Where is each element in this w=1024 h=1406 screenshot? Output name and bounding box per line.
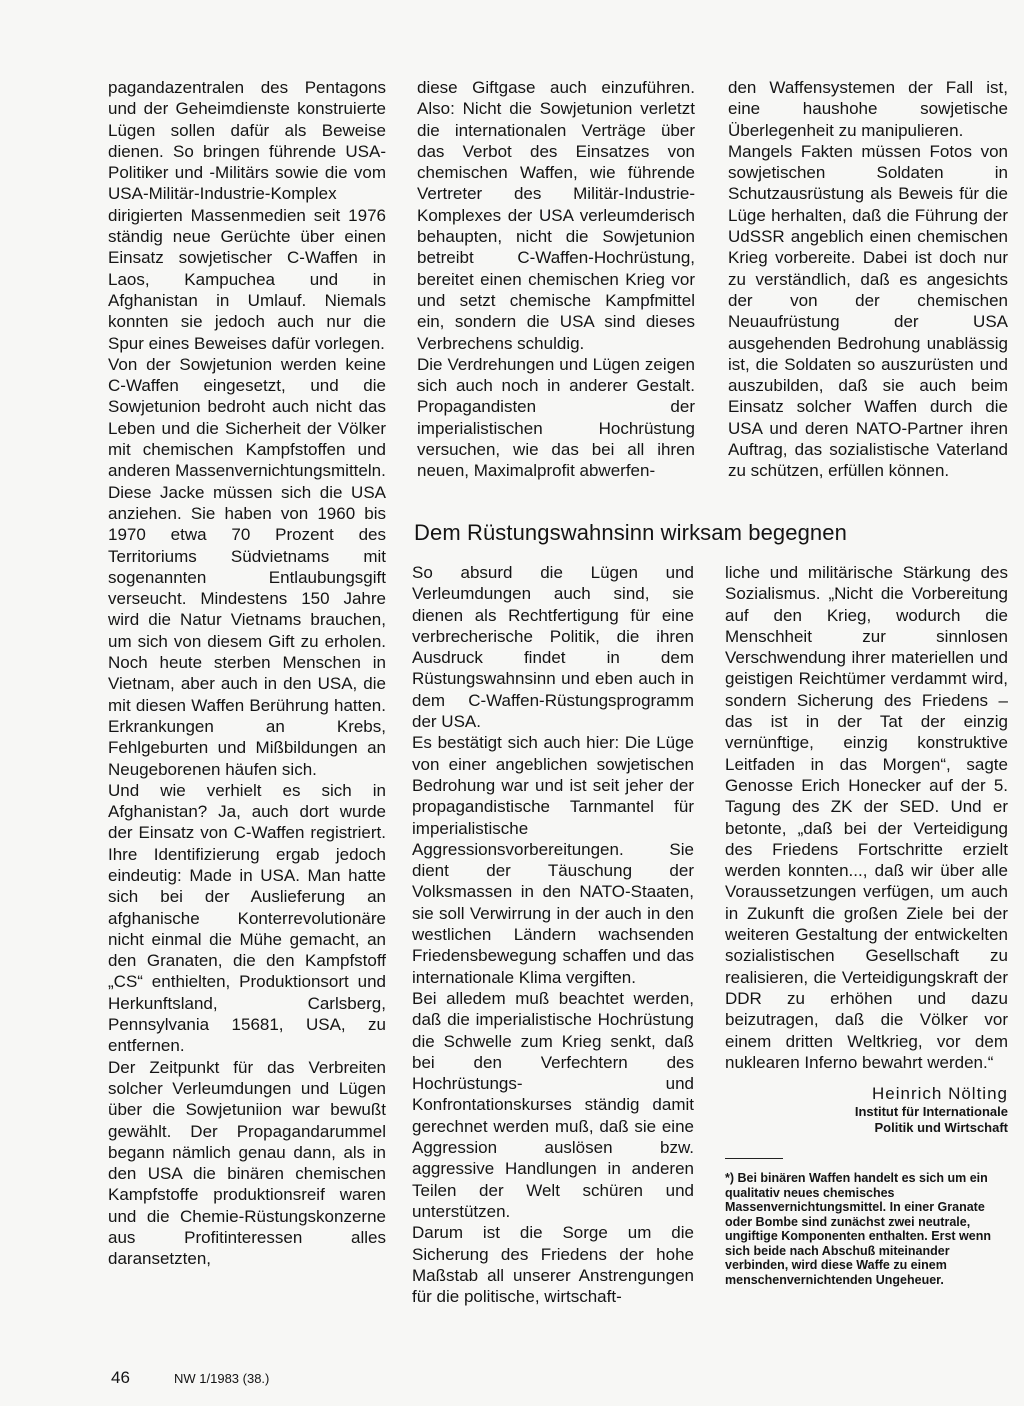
paragraph: Und wie verhielt es sich in Afghanistan? Ja, auch dort wurde der Einsatz von C-Waffen registriert. Ihre Identifizierung ergab jedoch eindeutig: Made in USA. Man hatte sich bei der Auslieferung an afghanische Konterrevolutionäre nicht einmal die Mühe gemacht, an den Granaten, die den Kampfstoff „CS“ enthielten, Produktionsort und Herkunftsland, Carlsberg, Pennsylvania 15681, USA, zu entfernen. <box>108 780 386 1056</box>
paragraph: Es bestätigt sich auch hier: Die Lüge von einer angeblichen sowjetischen Bedrohung war und ist seit jeher der propagandistische Tarnmantel für imperialistische Aggressionsvorbereitungen. Sie dient der Täuschung der Volksmassen in den NATO-Staaten, sie soll Verwirrung in der auch in den westlichen Ländern wachsenden Friedensbewegung schaffen und das internationale Klima vergiften. <box>412 733 694 987</box>
affiliation-line: Politik und Wirtschaft <box>874 1120 1008 1136</box>
column-3-bottom <box>725 562 1008 1287</box>
issue-label: NW 1/1983 (38.) <box>174 1371 270 1386</box>
paragraph: den Waffensystemen der Fall ist, eine haushohe sowjetische Überlegenheit zu manipulieren. <box>728 78 1008 140</box>
paragraph: liche und militärische Stärkung des Sozialismus. „Nicht die Vorbereitung auf den Krieg, wodurch die Menschheit zur sinnlosen Verschwendung ihrer materiellen und geistigen Reichtümer verdammt wird, sondern Sicherung des Friedens – das ist in der Tat der einzig vernünftige, einzig konstruktive Leitfaden in das Morgen“, sagte Genosse Erich Honecker auf der 5. Tagung des ZK der SED. Und er betonte, „daß bei der Verteidigung des Friedens Fortschritte erzielt werden konnten..., daß wir über alle Voraussetzungen verfügen, um auch in Zukunft die großen Ziele bei der weiteren Gestaltung der entwickelten sozialistischen Gesellschaft zu realisieren, die Verteidigungskraft der DDR zu erhöhen und dazu beizutragen, daß die Völker vor einem dritten Weltkrieg, vor dem nuklearen Inferno bewahrt werden.“ <box>725 563 1008 1072</box>
column-2-bottom <box>412 562 694 1307</box>
paragraph: Darum ist die Sorge um die Sicherung des Friedens der hohe Maßstab all unserer Anstrengungen für die politische, wirtschaft- <box>412 1223 694 1307</box>
paragraph: So absurd die Lügen und Verleumdungen auch sind, sie dienen als Rechtfertigung für eine verbrecherische Politik, die ihren Ausdruck findet in dem Rüstungswahnsinn und eben auch in dem C-Waffen-Rüstungsprogramm der USA. <box>412 563 694 732</box>
paragraph: pagandazentralen des Pentagons und der Geheimdienste konstruierte Lügen sollen dafür als Beweise dienen. So bringen führende USA-Politiker und -Militärs sowie die vom USA-Militär-Industrie-Komplex dirigierten Massenmedien seit 1976 ständig neue Gerüchte über einen Einsatz sowjetischer C-Waffen in Laos, Kampuchea und in Afghanistan in Umlauf. Niemals konnten sie jedoch auch nur die Spur eines Beweises dafür vorlegen. <box>108 78 386 353</box>
paragraph: Die Verdrehungen und Lügen zeigen sich auch noch in anderer Gestalt. Propagandisten der imperialistischen Hochrüstung versuchen, wie das bei all ihren neuen, Maximalprofit abwerfen- <box>417 354 695 481</box>
paragraph: Diese Jacke müssen sich die USA anziehen. Sie haben von 1960 bis 1970 etwa 70 Prozent des Territoriums Südvietnams mit sogenannten Entlaubungsgift verseucht. Mindestens 150 Jahre wird die Natur Vietnams brauchen, um sich von diesem Gift zu erholen. Noch heute sterben Menschen in Vietnam, aber auch in den USA, die mit diesen Waffen Berührung hatten. Erkrankungen an Krebs, Fehlgeburten und Mißbildungen an Neugeborenen häufen sich. <box>108 482 386 779</box>
footnote: *) Bei binären Waffen handelt es sich um ein qualitativ neues chemisches Massenvernichtungsmittel. In einer Granate oder Bombe sind zunächst zwei neutrale, ungiftige Komponenten enthalten. Erst wenn sich beide nach Abschuß miteinander verbinden, wird diese Waffe zu einem menschenvernichtenden Ungeheuer. <box>725 1171 991 1287</box>
footnote-divider <box>725 1158 783 1159</box>
author-name: Heinrich Nölting <box>872 1084 1008 1104</box>
page-number: 46 <box>111 1368 130 1387</box>
paragraph: diese Giftgase auch einzuführen. Also: Nicht die Sowjetunion verletzt die internationalen Verträge über das Verbot des Einsatzes von chemischen Waffen, wie führende Vertreter des Militär-Industrie-Komplexes der USA verleumderisch behaupten, nicht die Sowjetunion betreibt C-Waffen-Hochrüstung, bereitet einen chemischen Krieg vor und setzt chemische Kampfmittel ein, sondern die USA sind dieses Verbrechens schuldig. <box>417 78 695 353</box>
paragraph: Mangels Fakten müssen Fotos von sowjetischen Soldaten in Schutzausrüstung als Beweis für die Lüge herhalten, daß die Führung der UdSSR angeblich einen chemischen Krieg vorbereite. Dabei ist doch nur zu verständlich, daß es angesichts der von der chemischen Neuaufrüstung der USA ausgehenden Bedrohung unablässig ist, die Soldaten so auszurüsten und auszubilden, daß sie auch beim Einsatz solcher Waffen durch die USA und deren NATO-Partner ihren Auftrag, das sozialistische Vaterland zu schützen, erfüllen können. <box>728 141 1008 481</box>
column-2-top <box>417 77 695 482</box>
paragraph: Von der Sowjetunion werden keine C-Waffen eingesetzt, und die Sowjetunion bedroht auch nicht das Leben und die Sicherheit der Völker mit chemischen Kampfstoffen und anderen Massenvernichtungsmitteln. <box>108 354 386 481</box>
section-headline: Dem Rüstungswahnsinn wirksam begegnen <box>414 520 847 545</box>
column-1 <box>108 77 386 1270</box>
author-affiliation <box>725 1104 1008 1136</box>
affiliation-line: Institut für Internationale <box>854 1104 1008 1120</box>
column-3-top <box>728 77 1008 482</box>
paragraph: Der Zeitpunkt für das Verbreiten solcher Verleumdungen und Lügen über die Sowjetuniion war bewußt gewählt. Der Propagandarummel begann nämlich genau dann, als in den USA die binären chemischen Kampfstoffe produktionsreif waren und die Chemie-Rüstungskonzerne aus Profitinteressen alles daransetzten, <box>108 1057 386 1269</box>
paragraph: Bei alledem muß beachtet werden, daß die imperialistische Hochrüstung die Schwelle zum Krieg senkt, daß bei den Verfechtern des Hochrüstungs- und Konfrontationskurses ständig damit gerechnet werden muß, daß sie eine Aggression auslösen bzw. aggressive Handlungen in anderen Teilen der Welt schüren und unterstützen. <box>412 988 694 1221</box>
